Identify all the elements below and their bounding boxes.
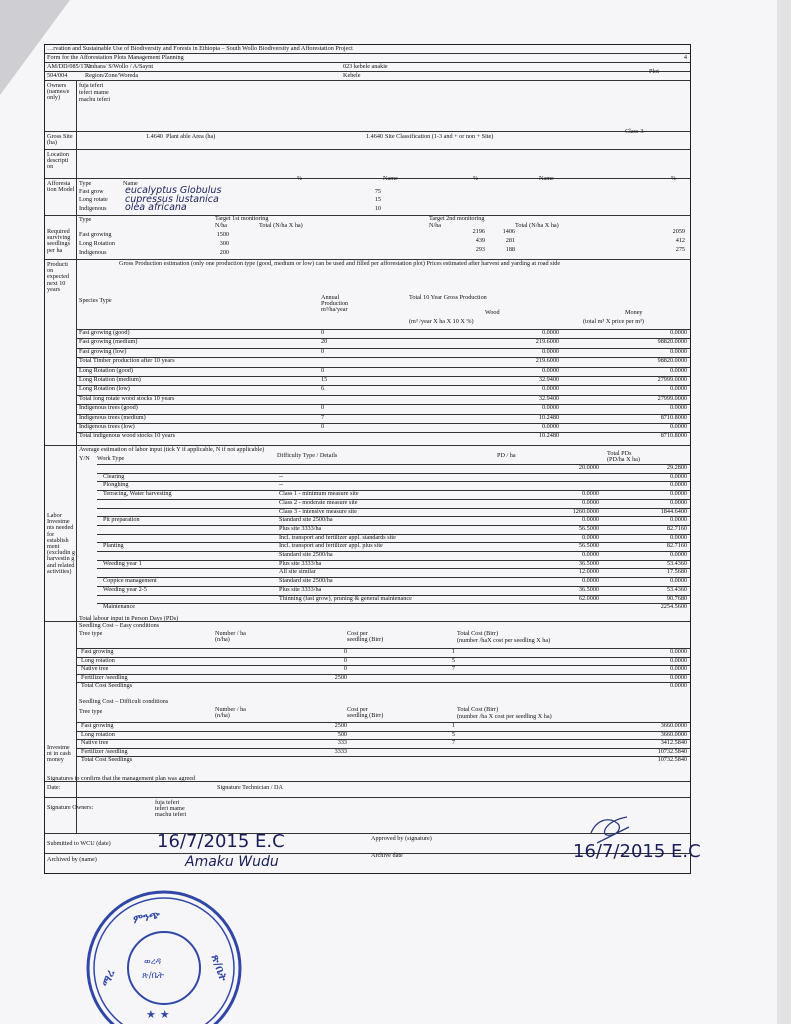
labor-row-total: 0.0000 <box>669 533 687 541</box>
cost-row-number: 2500 <box>334 673 347 681</box>
target-2nd-header: Target 2nd monitoring <box>429 215 485 222</box>
signature-owner-name: teferi mame <box>155 805 185 812</box>
gross-site-value: 1.4640 <box>145 133 163 140</box>
required-seedlings-label: Required surviving seedlings per ha <box>47 228 71 254</box>
target-1st-header: Target 1st monitoring <box>215 215 269 222</box>
owners-label: Owners (names/e only) <box>47 82 70 102</box>
production-row-money: 0.0000 <box>669 366 687 374</box>
production-row-type: Fast growing (good) <box>79 329 130 336</box>
labor-row-work: Clearing <box>103 472 125 480</box>
cost-row-price: 7 <box>451 665 455 672</box>
archive-date-label: Archive date <box>371 852 403 859</box>
official-stamp <box>82 888 242 1024</box>
wood-unit-header: (m³ /year X ha X 10 X %) <box>409 318 474 325</box>
number-per-ha-header-2: Number / ha (n/ha) <box>215 706 246 720</box>
plantable-area-label: Plant able Area (ha) <box>166 133 216 140</box>
model-row-type: Indigenous <box>79 205 107 212</box>
labor-row-detail: Standard site 2500/ha <box>279 516 333 524</box>
production-row-type: Total long rotate wood stocks 10 years <box>79 394 175 402</box>
tree-type-header-2: Tree type <box>79 708 103 715</box>
tree-type-header: Tree type <box>79 630 103 637</box>
labor-row-work: Planting <box>103 542 124 550</box>
cost-row-type: Total Cost Seedlings <box>81 756 133 763</box>
production-row-wood: 0.0000 <box>541 366 559 374</box>
difficult-cost-table <box>45 45 690 785</box>
cost-row-total: 0.0000 <box>669 665 687 672</box>
production-row-money: 98820.0000 <box>657 357 687 365</box>
labor-row-total: 0.0000 <box>669 577 687 585</box>
rule <box>77 722 690 723</box>
labor-row-work: Terracing, Water harvesting <box>103 490 172 498</box>
labor-row-total: 90.7680 <box>666 594 687 602</box>
site-classification-label: Site Classification (1-3 and + or non + Site) <box>385 133 494 140</box>
labor-row-detail: Class 2 - moderate measure site <box>279 498 358 506</box>
location-label: Location descripti on <box>47 151 69 171</box>
owner-name: fuja teferi <box>79 82 104 89</box>
production-row-money: 0.0000 <box>669 347 687 355</box>
labor-total-label: Total labour input in Person Days (PDs) <box>79 615 179 622</box>
page-edge <box>777 0 791 1024</box>
nha-header: N/ha <box>215 222 228 229</box>
production-row-type: Total indigenous wood stocks 10 years <box>79 432 175 440</box>
seedling-total-1: 439 <box>475 237 485 244</box>
cost-row-type: Fast growing <box>81 648 114 655</box>
labor-row-work: Maintenance <box>103 603 135 611</box>
seedling-total-2: 2059 <box>672 228 685 235</box>
model-name-header-3: Name <box>539 175 554 182</box>
cost-row-number: 500 <box>337 730 347 738</box>
labor-row-pd: 0.0000 <box>581 533 599 541</box>
production-row-wood: 10.2480 <box>538 413 559 421</box>
production-row-money: 0.0000 <box>669 404 687 412</box>
labor-pd-ha-header: PD / ha <box>497 452 516 459</box>
production-row-money: 8710.8000 <box>660 413 687 421</box>
cost-row-total: 0.0000 <box>669 648 687 655</box>
model-row-species: eucalyptus Globulus <box>125 185 222 196</box>
labor-row-detail: Plus site 3333/ha <box>279 524 322 532</box>
seedling-nha-2: 1406 <box>502 228 515 235</box>
labor-row-pd: 56.5000 <box>578 542 599 550</box>
labor-row-pd: 0.0000 <box>581 498 599 506</box>
labor-row-total: 17.5680 <box>666 568 687 576</box>
model-row-percent: 75 <box>374 188 381 195</box>
rule <box>77 739 690 740</box>
page-number: 4 <box>683 54 687 61</box>
total-header: Total (N/ha X ha) <box>259 222 303 229</box>
total-cost-note: (number /haX cost per seedling X ha) <box>457 637 551 644</box>
nha-header-2: N/ha <box>429 222 442 229</box>
model-name-header: Name <box>123 180 138 187</box>
labor-row-detail: Plus site 3333/ha <box>279 585 322 593</box>
model-row-species: cupressus lustanica <box>125 194 219 205</box>
cost-row-total: 0.0000 <box>669 673 687 681</box>
cost-row-total: 3660.0000 <box>660 722 687 729</box>
model-name-header-2: Name <box>383 175 398 182</box>
money-header: Money <box>625 309 643 316</box>
labor-row-detail: -- <box>279 472 284 480</box>
labor-row-work: Coppice management <box>103 577 157 585</box>
afforestation-form <box>44 44 701 874</box>
labor-row-work: Pit preparation <box>103 516 140 524</box>
cost-row-total: 3660.0000 <box>660 730 687 738</box>
money-unit-header: (total m³ X price per m³) <box>583 318 644 325</box>
cost-row-total: 0.0000 <box>669 682 687 689</box>
labor-row-pd: 0.0000 <box>581 490 599 498</box>
cost-row-price: 1 <box>451 722 455 729</box>
region-path: Amhara/ S/Wollo / A/Saynt <box>85 63 154 70</box>
stamp-text: ማረ <box>99 968 118 989</box>
seedling-total-1: 2196 <box>472 228 485 235</box>
cost-row-price: 1 <box>451 648 455 655</box>
production-row-annual: 0 <box>321 423 325 430</box>
labor-row-pd: 1260.0000 <box>572 507 599 515</box>
signature-date-label: Date: <box>47 784 61 791</box>
rule <box>77 756 690 757</box>
model-row-type: Long rotate <box>79 196 108 203</box>
labor-row-detail: -- <box>279 481 284 489</box>
production-row-annual: 15 <box>321 376 328 383</box>
cost-row-price: 5 <box>451 730 455 738</box>
plot-label: Plot <box>649 68 659 75</box>
labor-row-pd: 62.0000 <box>578 594 599 602</box>
production-row-annual: 0 <box>321 329 325 336</box>
archived-name: Amaku Wudu <box>185 854 279 870</box>
rule <box>45 797 690 798</box>
cost-row-type: Total Cost Seedlings <box>81 682 133 689</box>
stamp-center-text: ጽ/ቤት <box>142 971 164 981</box>
cost-row-total: 10732.5840 <box>657 756 687 763</box>
labor-row-total: 0.0000 <box>669 516 687 524</box>
seedling-cost-easy-title: Seedling Cost – Easy conditions <box>79 622 160 629</box>
seedling-cost-difficult-title: Seedling Cost – Difficult conditions <box>79 698 169 705</box>
labor-row-detail: Class 1 - minimum measure site <box>279 490 359 498</box>
technician-signature-label: Signature Technician / DA <box>217 784 283 791</box>
production-row-annual: 7 <box>321 413 325 421</box>
seedling-total-2: 412 <box>675 237 685 244</box>
production-row-wood: 0.0000 <box>541 385 559 393</box>
cost-row-number: 0 <box>343 656 347 664</box>
site-code: AM/DD/085/17/1 <box>47 63 92 70</box>
model-percent-header: % <box>297 175 303 182</box>
seedling-total-2: 275 <box>675 246 685 253</box>
seedlings-type-header: Type <box>79 216 92 223</box>
production-row-wood: 0.0000 <box>541 329 559 336</box>
model-label: Afforesta tion Model <box>47 180 75 194</box>
labor-row-work: Plonghing <box>103 481 129 489</box>
production-row-money: 27999.0000 <box>657 394 687 402</box>
seedling-nha-2: 281 <box>505 237 515 244</box>
production-row-money: 0.0000 <box>669 385 687 393</box>
production-row-type: Long Rotation (medium) <box>79 376 141 383</box>
owner-name: teferi mame <box>79 89 109 96</box>
seedling-nha-1: 200 <box>219 249 229 256</box>
labor-row-pd: 0.0000 <box>581 516 599 524</box>
form-title: …rvation and Sustainable Use of Biodiversity and Forests in Ethiopia – South Wollo Biodiversity and Afforestation Project <box>47 45 353 52</box>
cost-row-type: Fertilizer /seedling <box>81 747 128 755</box>
production-row-type: Indigenous trees (medium) <box>79 413 146 421</box>
labor-row-total: 53.4360 <box>666 585 687 593</box>
cost-row-total: 3412.5840 <box>660 739 687 746</box>
production-row-annual: 0 <box>321 347 325 355</box>
labor-row-pd: 20.0000 <box>578 464 599 471</box>
labor-row-total: 82.7160 <box>666 524 687 532</box>
annual-production-header: Annual Production m³/ha/year <box>321 294 349 314</box>
model-row-species: olea africana <box>125 202 187 213</box>
production-row-wood: 10.2480 <box>538 432 559 440</box>
rule <box>77 731 690 732</box>
labor-label: Labor Investme nts needed for establish ment (excludin g harvestin g and related activities) <box>47 512 76 575</box>
approval-signature <box>587 813 633 847</box>
labor-row-detail: Thinning (fast grow), pruning & general maintenance <box>279 594 412 602</box>
submitted-date: 16/7/2015 E.C <box>157 831 285 852</box>
production-row-money: 0.0000 <box>669 329 687 336</box>
cost-row-type: Native tree <box>81 739 109 746</box>
labor-row-total: 29.2800 <box>666 464 687 471</box>
production-note: Gross Production estimation (only one production type (good, medium or low) can be used and filled per afforestation plot) Prices estimated after harvest and yarding at road side <box>119 260 561 267</box>
labor-row-pd: 0.0000 <box>581 551 599 558</box>
production-row-wood: 32.9400 <box>538 376 559 383</box>
labor-row-detail: Class 3 - intensive measure site <box>279 507 357 515</box>
seedling-row-type: Fast growing <box>79 231 112 238</box>
cost-row-type: Native tree <box>81 665 109 672</box>
labor-row-total: 53.4360 <box>666 559 687 567</box>
seedling-row-type: Indigenous <box>79 249 107 256</box>
cost-row-type: Long rotation <box>81 656 115 664</box>
form-subtitle: Form for the Afforestation Plots Management Planning <box>47 54 184 61</box>
production-row-type: Indigenous trees (good) <box>79 404 138 412</box>
production-row-wood: 219.6000 <box>535 357 559 365</box>
total-cost-note-2: (number /ha X cost per seedling X ha) <box>457 713 552 720</box>
production-row-money: 27999.0000 <box>657 376 687 383</box>
labor-difficulty-header: Difficulty Type / Details <box>277 452 338 459</box>
labor-title: Average estimation of labor input (tick Y if applicable, N if not applicable) <box>79 446 265 453</box>
labor-row-detail: Incl. transport and fertilizer appl. standards site <box>279 533 396 541</box>
production-row-annual: 0 <box>321 366 325 374</box>
labor-total-pd-header: Total PDs (PD/ha X ha) <box>607 450 640 464</box>
cost-row-number: 333 <box>337 739 347 746</box>
labor-row-total: 0.0000 <box>669 472 687 480</box>
region-label: Region/Zone/Woreda <box>85 72 139 79</box>
production-row-wood: 0.0000 <box>541 347 559 355</box>
labor-row-pd: 12.0000 <box>578 568 599 576</box>
signature-owner-name: fuja teferi <box>155 799 180 806</box>
labor-yn-header: Y/N <box>79 455 90 462</box>
total-10yr-header: Total 10 Year Gross Production <box>409 294 487 301</box>
wood-header: Wood <box>485 309 500 316</box>
labor-row-pd: 36.5000 <box>578 559 599 567</box>
total-cost-header-2: Total Cost (Birr) <box>457 706 499 713</box>
labor-row-total: 2254.5600 <box>660 603 687 611</box>
rule <box>77 748 690 749</box>
production-row-type: Long Rotation (good) <box>79 366 133 374</box>
total-cost-header: Total Cost (Birr) <box>457 630 499 637</box>
production-row-annual: 0 <box>321 404 325 412</box>
production-row-wood: 219.6000 <box>535 338 559 346</box>
labor-row-total: 0.0000 <box>669 481 687 489</box>
labor-row-total: 0.0000 <box>669 490 687 498</box>
labor-row-work: Weeding year 1 <box>103 559 142 567</box>
investment-label: Investme nt in cash money <box>47 744 71 764</box>
owner-name: machu teferi <box>79 96 111 103</box>
labor-work-type-header: Work Type <box>97 455 125 462</box>
cost-row-number: 2500 <box>334 722 347 729</box>
cost-row-number: 0 <box>343 648 347 655</box>
labor-row-work: Weeding year 2-5 <box>103 585 147 593</box>
labor-row-total: 1844.6400 <box>660 507 687 515</box>
number-per-ha-header: Number / ha (n/ha) <box>215 630 246 644</box>
labor-row-pd: 56.5000 <box>578 524 599 532</box>
seedling-nha-1: 1500 <box>216 231 229 238</box>
signatures-confirm: Signatures to confirm that the management plan was agreed <box>47 775 196 782</box>
model-percent-header-3: % <box>671 175 677 182</box>
approved-label: Approved by (signature) <box>371 835 432 842</box>
labor-row-detail: Incl. transport and fertilizer appl. plus site <box>279 542 383 550</box>
labor-row-total: 0.0000 <box>669 551 687 558</box>
production-row-money: 8710.8000 <box>660 432 687 440</box>
production-row-annual: 6 <box>321 385 325 393</box>
labor-row-detail: Plus site 3333/ha <box>279 559 322 567</box>
signature-owners-label: Signature Owners: <box>47 804 94 811</box>
stamp-text: ★ ★ <box>146 1008 170 1021</box>
labor-row-detail: Standard site 2500/ha <box>279 577 333 585</box>
model-percent-header-2: % <box>473 175 479 182</box>
labor-row-total: 0.0000 <box>669 498 687 506</box>
production-row-type: Fast growing (low) <box>79 347 127 355</box>
labor-row-pd: 36.5000 <box>578 585 599 593</box>
production-row-type: Indigenous trees (low) <box>79 423 135 430</box>
site-class-value: Class-3- <box>625 128 646 135</box>
model-type-header: Type <box>79 180 92 187</box>
stamp-center-text: ወረዳ <box>144 957 162 967</box>
cost-row-price: 5 <box>451 656 455 664</box>
gross-site-label: Gross Site (ha) <box>47 133 73 147</box>
sub-code: 504/004 <box>47 72 68 79</box>
model-row-type: Fast grow <box>79 188 104 195</box>
stamp-text: ጽ/ቤት <box>208 952 230 983</box>
plantable-area-value: 1.4640 <box>365 133 383 140</box>
archive-date-value: 16/7/2015 E.C <box>573 841 701 862</box>
production-row-type: Fast growing (medium) <box>79 338 138 346</box>
seedling-total-1: 293 <box>475 246 485 253</box>
total-header-2: Total (N/ha X ha) <box>515 222 559 229</box>
cost-row-type: Fast growing <box>81 722 114 729</box>
cost-row-type: Long rotation <box>81 730 115 738</box>
labor-row-pd: 0.0000 <box>581 577 599 585</box>
cost-row-number: 3333 <box>334 747 347 755</box>
model-row-percent: 15 <box>374 196 381 203</box>
labor-row-detail: Standard site 2500/ha <box>279 551 333 558</box>
production-row-wood: 32.9400 <box>538 394 559 402</box>
production-row-money: 98820.0000 <box>657 338 687 346</box>
seedling-row-type: Long Rotation <box>79 240 115 247</box>
stamp-text: ምንጭ <box>131 907 162 927</box>
production-row-type: Long Rotation (low) <box>79 385 130 393</box>
submitted-label: Submitted to WCU (date) <box>47 840 111 847</box>
cost-row-total: 10732.5840 <box>657 747 687 755</box>
production-row-wood: 0.0000 <box>541 423 559 430</box>
production-row-annual: 20 <box>321 338 328 346</box>
model-row-percent: 10 <box>374 205 381 212</box>
cost-row-type: Fertilizer /seedling <box>81 673 128 681</box>
production-row-type: Total Timber production after 10 years <box>79 357 175 365</box>
kebele-label: Kebele <box>343 72 361 79</box>
cost-row-total: 0.0000 <box>669 656 687 664</box>
production-row-money: 0.0000 <box>669 423 687 430</box>
cost-row-number: 0 <box>343 665 347 672</box>
seedling-nha-2: 188 <box>505 246 515 253</box>
seedling-nha-1: 300 <box>219 240 229 247</box>
signature-owner-name: machu teferi <box>155 811 187 818</box>
cost-row-price: 7 <box>451 739 455 746</box>
labor-row-detail: All site similar <box>279 568 316 576</box>
kebele-name: 023 kebele anakie <box>343 63 388 70</box>
production-label: Producti on expected next 10 years <box>47 261 69 293</box>
production-row-wood: 0.0000 <box>541 404 559 412</box>
cost-per-seedling-header: Cost per seedling (Birr) <box>347 630 384 644</box>
archived-label: Archived by (name) <box>47 856 97 863</box>
labor-row-total: 82.7160 <box>666 542 687 550</box>
species-type-header: Species Type <box>79 297 112 304</box>
cost-per-seedling-header-2: Cost per seedling (Birr) <box>347 706 384 720</box>
